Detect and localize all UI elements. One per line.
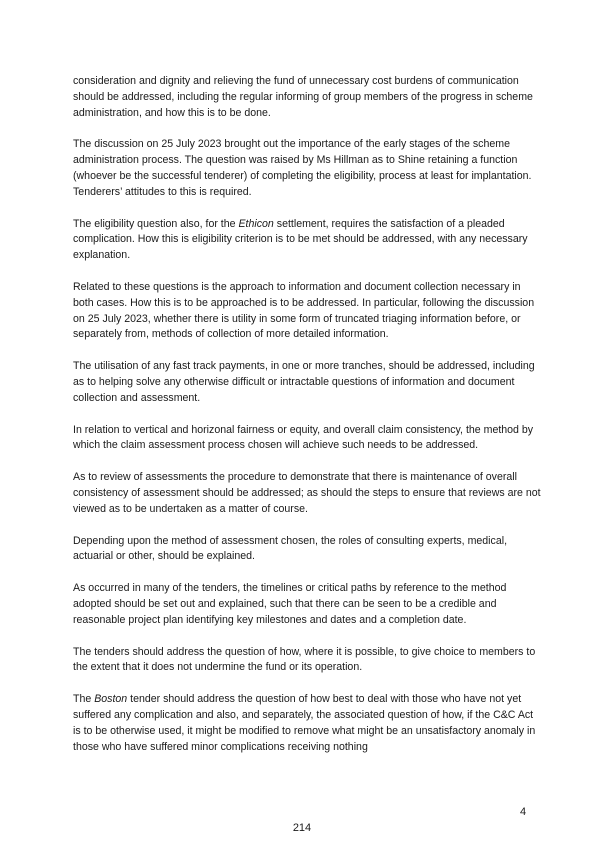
paragraph-text: The eligibility question also, for the (73, 217, 239, 230)
italic-text: Boston (94, 693, 128, 706)
paragraph (73, 692, 543, 755)
paragraph-text: Related to these questions is the approach to information and document collection necessary in both cases. How this is to be approached is to be addressed. In particular, following the discussion on 25 July 2023, whether there is utility in some form of truncated triaging information before, or separately from, methods of collection of more detailed information. (73, 280, 535, 341)
document-number: 214 (292, 822, 312, 834)
italic-text: Ethicon (238, 217, 274, 230)
paragraph (73, 534, 543, 566)
paragraph-text: The tenders should address the question of how, where it is possible, to give choice to members to the extent that it does not undermine the fund or its operation. (73, 645, 536, 674)
paragraph-text: settlement, requires the satisfaction of a pleaded complication. How this is eligibility criterion is to be met should be addressed, with any necessary explanation. (73, 217, 528, 262)
page-number: 4 (520, 806, 527, 818)
paragraph (73, 74, 543, 121)
body-text (73, 74, 543, 771)
paragraph (73, 137, 543, 200)
paragraph-text: The discussion on 25 July 2023 brought out the importance of the early stages of the scheme administration process. The question was raised by Ms Hillman as to Shine retaining a function (whoever be the successful tenderer) of completing the eligibility, process at least for implantation. Tenderers’ attitudes to this is required. (73, 138, 532, 198)
paragraph (73, 581, 543, 628)
paragraph (73, 217, 543, 264)
paragraph-text: consideration and dignity and relieving the fund of unnecessary cost burdens of communication should be addressed, including the regular informing of group members of the progress in scheme administration, and how this is to be done. (73, 75, 533, 119)
paragraph-text: In relation to vertical and horizonal fairness or equity, and overall claim consistency, the method by which the claim assessment process chosen will achieve such needs to be addressed. (73, 423, 534, 452)
paragraph (73, 645, 543, 677)
paragraph (73, 359, 543, 406)
paragraph-text: As to review of assessments the procedure to demonstrate that there is maintenance of overall consistency of assessment should be addressed; as should the steps to ensure that reviews are not viewed as to be undertaken as a matter of course. (73, 471, 541, 515)
paragraph (73, 423, 543, 455)
paragraph-text: Depending upon the method of assessment chosen, the roles of consulting experts, medical, actuarial or other, should be explained. (73, 534, 508, 563)
paragraph (73, 470, 543, 517)
paragraph-text: The utilisation of any fast track payments, in one or more tranches, should be addressed, including as to helping solve any otherwise difficult or intractable questions of information and document collection and assessment. (73, 360, 535, 404)
paragraph-text: tender should address the question of how best to deal with those who have not yet suffered any complication and also, and separately, the associated question of how, if the C&C Act is to be otherwise used, it might be modified to remove what might be an unsatisfactory anomaly in those who have suffered minor complications receiving nothing (73, 693, 536, 753)
paragraph-text: The (73, 693, 95, 706)
paragraph (73, 280, 543, 343)
paragraph-text: As occurred in many of the tenders, the timelines or critical paths by reference to the method adopted should be set out and explained, such that there can be seen to be a credible and reasonable project plan identifying key milestones and dates and a completion date. (73, 582, 507, 626)
